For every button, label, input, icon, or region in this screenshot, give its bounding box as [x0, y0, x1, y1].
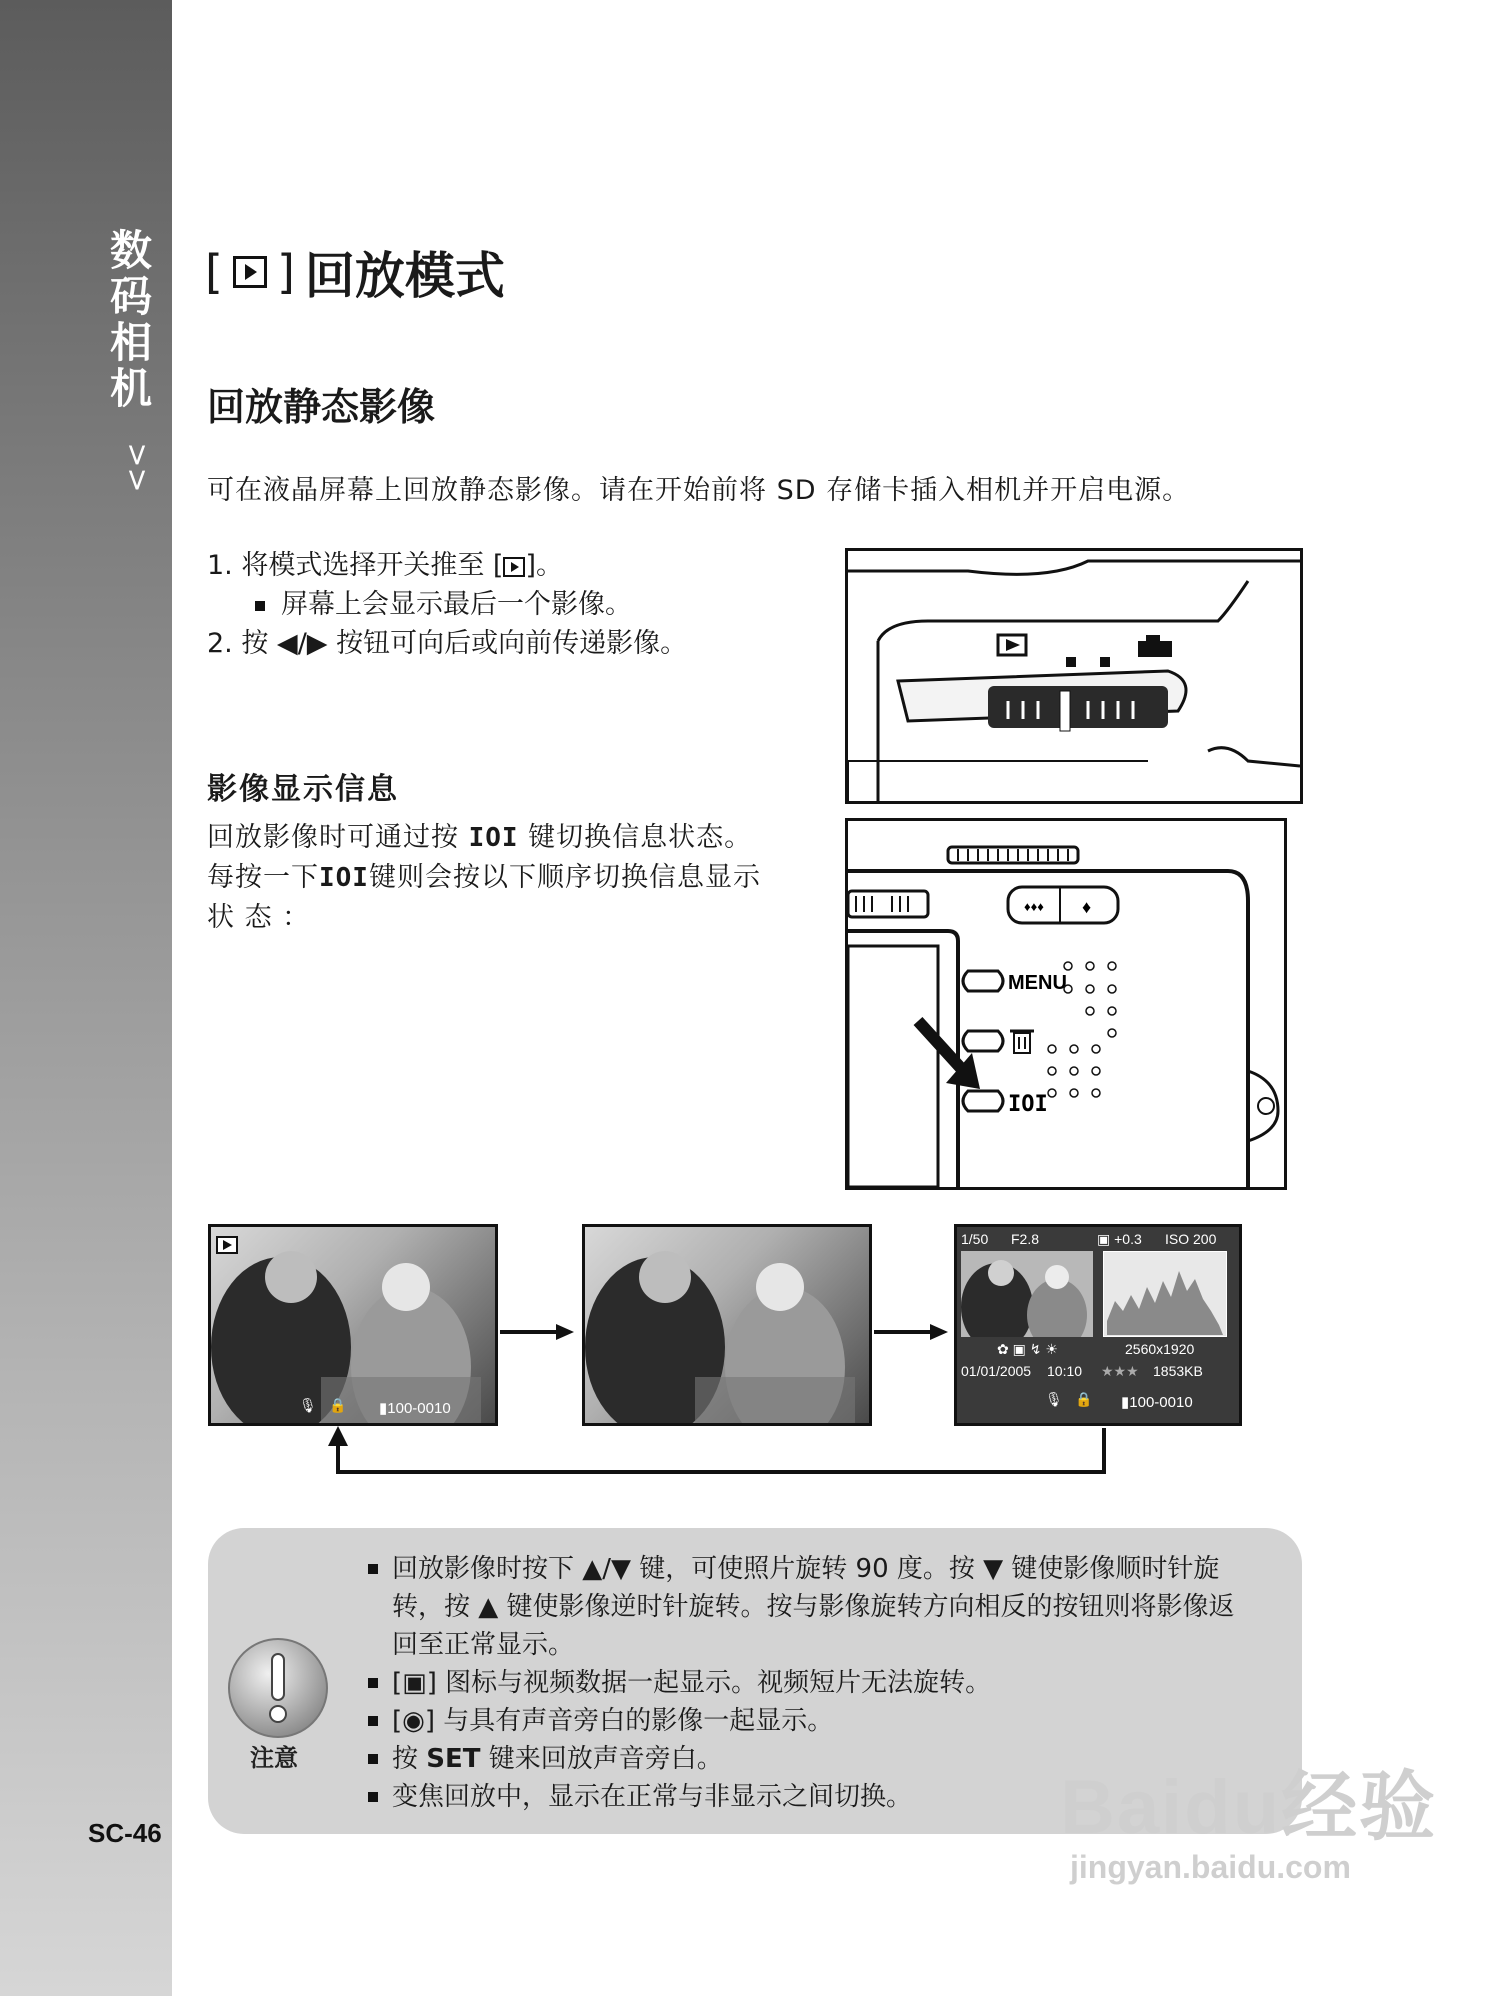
play-icon [233, 256, 267, 288]
flash-icon: ↯ [1029, 1341, 1042, 1357]
screen-full-info: 1/50 F2.8 ▣ +0.3 ISO 200 ✿ ▣ ↯ ☀ 2560x1920 01/01/2005 10:10 ★★★ 1853KB 🎙 🔒 ▮100-0010 [954, 1224, 1242, 1426]
camera-back-illustration [845, 818, 1287, 1190]
step-1: 1. 将模式选择开关推至 [ ]。 [207, 550, 564, 581]
bullet-icon [368, 1716, 378, 1726]
sidebar-arrows: >> [119, 442, 155, 493]
video-icon: ▣ [402, 1668, 427, 1698]
file-number: ▮100-0010 [379, 1400, 451, 1417]
steps-list [207, 546, 687, 663]
histogram [1103, 1251, 1227, 1337]
display-button-icon: IOI [319, 863, 369, 893]
mode-switch-illustration [845, 548, 1303, 804]
watermark-url: jingyan.baidu.com [1070, 1849, 1351, 1885]
arrow-right-icon [874, 1322, 950, 1342]
bullet-icon [368, 1564, 378, 1574]
menu-label: MENU [1008, 972, 1067, 994]
screen-basic-info [208, 1224, 498, 1426]
folder-icon: ▮ [1121, 1394, 1130, 1411]
lock-icon: 🔒 [1075, 1391, 1093, 1407]
bullet-icon [368, 1754, 378, 1764]
metering-icon: ▣ [1012, 1341, 1026, 1357]
note-label: 注意 [250, 1744, 298, 1772]
watermark-brand: Baidu经验 [1060, 1765, 1438, 1850]
info-text: 回放影像时可通过按 IOI 键切换信息状态。 每按一下IOI键则会按以下顺序切换信息显示 状 态 ： [207, 818, 807, 938]
arrow-right-icon [500, 1322, 576, 1342]
voice-memo-icon: 🎙 [299, 1397, 317, 1413]
exposure-comp: ▣ +0.3 [1097, 1231, 1142, 1247]
svg-text:♦: ♦ [1082, 897, 1092, 917]
macro-icon: ✿ [997, 1341, 1009, 1357]
list-item: [▣] 图标与视频数据一起显示。视频短片无法旋转。 [368, 1664, 1268, 1702]
screen-no-info [582, 1224, 872, 1426]
step-2: 2. 按 ◀/▶ 按钮可向后或向前传递影像。 [207, 628, 688, 659]
file-number: ▮100-0010 [1121, 1394, 1193, 1411]
list-item: 按 SET 键来回放声音旁白。 [368, 1740, 1268, 1778]
sidebar-title: 数码相机 [104, 228, 153, 412]
list-item: [◉] 与具有声音旁白的影像一起显示。 [368, 1702, 1268, 1740]
step-1-sub: 屏幕上会显示最后一个影像。 [207, 585, 687, 624]
warning-icon [228, 1638, 328, 1738]
white-balance-icon: ☀ [1045, 1341, 1058, 1357]
bullet-icon [368, 1792, 378, 1802]
info-heading: 影像显示信息 [207, 772, 399, 807]
lock-icon: 🔒 [329, 1397, 347, 1413]
list-item: 变焦回放中，显示在正常与非显示之间切换。 [368, 1778, 1268, 1816]
scene-icons [997, 1341, 1058, 1358]
exposure-icon: ▣ [1097, 1231, 1111, 1247]
page-number: SC-46 [88, 1818, 162, 1848]
display-button-icon: IOI [468, 823, 519, 853]
voice-memo-icon: 🎙 [1045, 1391, 1063, 1407]
svg-text:♦♦♦: ♦♦♦ [1024, 899, 1044, 914]
section-heading: 回放静态影像 [207, 385, 436, 429]
bullet-icon [255, 601, 265, 611]
intro-text: 可在液晶屏幕上回放静态影像。请在开始前将 SD 存储卡插入相机并开启电源。 [207, 475, 1191, 506]
trash-icon [1010, 1031, 1034, 1053]
folder-icon: ▮ [379, 1400, 388, 1417]
bullet-icon [368, 1678, 378, 1688]
watermark [1060, 1746, 1437, 1886]
voice-memo-icon: ◉ [402, 1706, 425, 1736]
page-title-text: 回放模式 [304, 247, 505, 305]
play-icon [503, 557, 525, 577]
return-arrow-icon [320, 1424, 1120, 1480]
display-button-label: IOI [1008, 1092, 1048, 1117]
page-title: [ ] 回放模式 [205, 236, 505, 308]
list-item: 回放影像时按下 ▲/▼ 键，可使照片旋转 90 度。按 ▼ 键使影像顺时针旋 转，按 ▲ 键使影像逆时针旋转。按与影像旋转方向相反的按钮则将影像返 回至正常显示。 [368, 1550, 1268, 1664]
